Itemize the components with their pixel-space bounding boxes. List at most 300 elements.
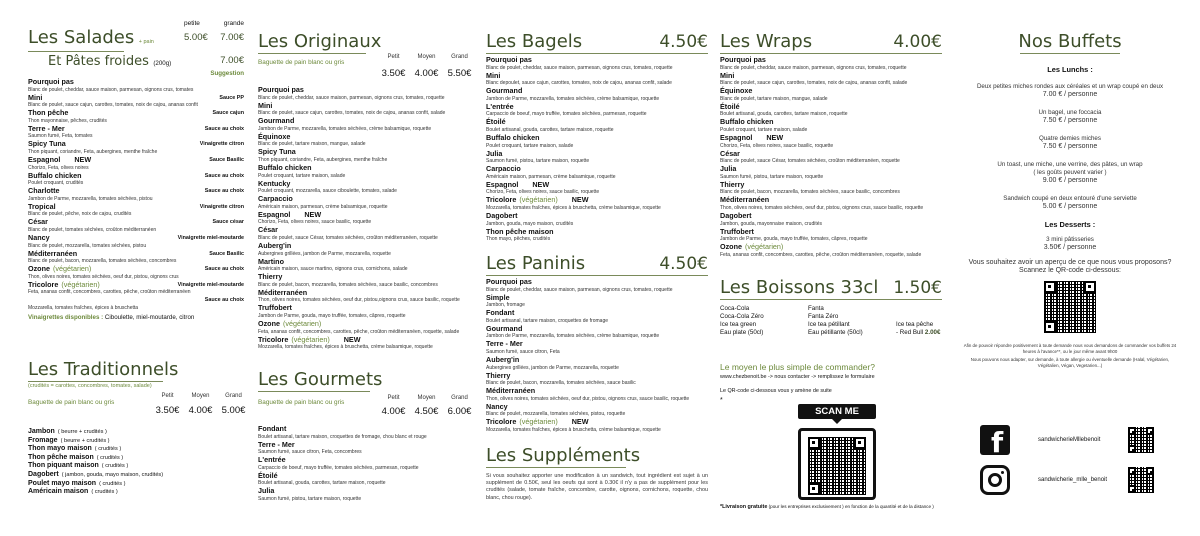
item-title: [258, 211, 321, 220]
bagels-title: Les Bagels: [486, 31, 583, 52]
trad-name: Fromage: [28, 436, 58, 444]
drink: Eau plate (50cl): [720, 329, 764, 336]
item-name: Buffalo chicken: [28, 170, 82, 180]
item-title: [486, 181, 549, 190]
trad-extra: ( crudités ): [94, 446, 122, 453]
trad-price-grand: 5.00€: [221, 405, 246, 416]
item-name: Spicy Tuna: [258, 147, 296, 157]
item-name: Tropical: [28, 201, 56, 211]
item-desc: Blanc de poulet, sauce César, tomates séchées, croûton méditerranéen, roquette: [258, 234, 438, 241]
trad-item: [28, 480, 250, 489]
item-name: Spicy Tuna: [28, 139, 66, 149]
item-name: Tricolore: [486, 417, 517, 427]
item-desc: Blanc de poulet, bacon, mozzarella, tomates séchées, concombres: [28, 258, 177, 265]
menu-item: [258, 336, 476, 351]
drink: Ice tea green: [720, 321, 757, 328]
item-name: Équinoxe: [258, 131, 291, 141]
trad-extra: ( crudités ): [96, 454, 124, 461]
item-name-row: [486, 56, 708, 65]
lunch-text: Quatre demies miches: [1039, 135, 1101, 142]
item-name: César: [720, 148, 740, 158]
item-desc: Feta, ananas confit, concombres, carottes, pêche, croûton méditerranéen, roquette, salade: [258, 328, 460, 335]
item-desc: Jambon, gouda, mayonnaise maison, crudités: [720, 220, 823, 227]
scan-me-block[interactable]: [798, 404, 876, 500]
item-desc: Saumon fumé, pistou, tartare maison, roquette: [258, 495, 362, 502]
price-grande: 7.00€: [220, 32, 244, 43]
item-desc: Blanc de poulet, sauce cajun, carottes, tomates, noix de cajou, ananas confit, salade: [720, 80, 908, 87]
instagram-icon[interactable]: [980, 465, 1010, 495]
menu-item: [258, 456, 476, 471]
item-name: Fondant: [486, 308, 515, 318]
item-sauce: Sauce au choix: [204, 172, 244, 179]
item-name: Méditerranéen: [720, 195, 770, 205]
item-name: Martino: [258, 256, 284, 266]
item-desc: Chorizo, Feta, olives noires, sauce basilic, roquette: [720, 142, 834, 149]
facebook-handle[interactable]: sandwicherieMllebenoit: [1038, 437, 1101, 443]
pates-subtitle: Et Pâtes froides: [48, 54, 149, 69]
facebook-icon[interactable]: f: [980, 425, 1010, 455]
item-name: Simple: [486, 292, 510, 302]
item-title: [486, 56, 532, 65]
item-title: [486, 403, 508, 412]
boissons-col2: [808, 305, 896, 337]
item-name-row: [720, 103, 942, 112]
menu-item: [28, 172, 244, 187]
menu-item: [486, 309, 708, 324]
instagram-handle[interactable]: sandwicherie_mlle_benoit: [1038, 477, 1108, 483]
item-desc: Saumon fumé, pistou, tartare maison, roquette: [720, 173, 824, 180]
menu-item: [720, 103, 942, 118]
lunch-price: 9.00 € / personne: [1042, 177, 1098, 184]
facebook-qr-code[interactable]: [1128, 427, 1154, 453]
item-name-row: [258, 441, 476, 450]
new-badge: NEW: [343, 334, 361, 344]
item-title: [720, 165, 736, 174]
trad-price-moyen: 4.00€: [188, 405, 213, 416]
menu-item: [486, 325, 708, 340]
item-title: [486, 212, 518, 221]
item-desc: Blanc de poulet, cheddar, sauce maison, parmesan, oignons crus, tomates: [28, 86, 194, 93]
item-title: [258, 320, 321, 329]
drink: Coca-Cola Zéro: [720, 313, 764, 320]
item-name: Kentucky: [258, 178, 291, 188]
col-bagels: [486, 0, 708, 536]
menu-item: [720, 150, 942, 165]
item-name-row: [258, 487, 476, 496]
trad-extra: ( crudités ): [91, 489, 118, 496]
item-desc: Américain maison, parmesan, crème balsamique, roquette: [486, 173, 616, 180]
lunch-option: [952, 135, 1188, 151]
menu-item: [486, 72, 708, 87]
item-title: [486, 372, 510, 381]
trad-item: [28, 437, 250, 446]
item-desc: Mozzarella, tomates fraîches, épices à bruschetta: [28, 304, 139, 311]
col-salades: [28, 0, 244, 536]
item-name: Buffalo chicken: [258, 162, 312, 172]
item-title: [720, 243, 783, 252]
item-sauce: Vinaigrette citron: [199, 141, 244, 148]
item-title: [720, 103, 740, 112]
new-badge: NEW: [532, 179, 550, 189]
item-desc: Blanc depoulet, sauce cajun, carottes, tomates, noix de cajou, ananas confit, salade: [486, 80, 672, 87]
item-name-row: [720, 134, 942, 143]
item-desc: Saumon fumé, Feta, tomates: [28, 133, 93, 140]
item-title: [258, 86, 304, 95]
item-veg-tag: (végétarien): [61, 279, 100, 289]
gourmets-list: [258, 425, 476, 502]
price-petite: 5.00€: [184, 32, 208, 43]
item-title: [486, 165, 521, 174]
menu-item: [486, 103, 708, 118]
menu-item: [28, 281, 244, 296]
lunch-option: [952, 161, 1188, 185]
item-title: [720, 228, 754, 237]
item-name-row: [486, 278, 708, 287]
gour-size-petit: Petit: [387, 395, 400, 401]
wraps-title: Les Wraps: [720, 31, 813, 52]
lunch-price: 7.50 € / personne: [1042, 143, 1098, 150]
menu-item: [28, 250, 244, 265]
item-title: [28, 172, 82, 181]
item-name-row: [720, 150, 942, 159]
drink: Fanta Zéro: [808, 313, 839, 320]
item-name-row: [720, 87, 942, 96]
item-title: [258, 487, 274, 496]
item-name: Terre - Mer: [28, 123, 65, 133]
item-title: [258, 336, 361, 345]
menu-item: [258, 487, 476, 502]
menu-item: [258, 441, 476, 456]
item-name: Espagnol: [258, 209, 291, 219]
new-badge: NEW: [571, 195, 589, 205]
item-title: [258, 102, 272, 111]
drink-ice-tea-peche: Ice tea pêche: [896, 321, 934, 328]
item-title: [486, 150, 502, 159]
item-name-row: [28, 109, 244, 118]
item-sauce: Sauce au choix: [204, 188, 244, 195]
livraison-label: *Livraison gratuite: [720, 504, 768, 510]
item-title: [486, 103, 514, 112]
item-name-row: [720, 212, 942, 221]
item-title: [28, 250, 77, 259]
item-title: [258, 456, 286, 465]
item-name-row: [28, 296, 244, 305]
menu-item: [486, 372, 708, 387]
item-name-row: [486, 103, 708, 112]
item-desc: Boulet artisanal, gouda, carottes, tartare maison, roquette: [486, 126, 614, 133]
item-name: Étoilé: [486, 117, 506, 127]
gourmets-bread: Baguette de pain blanc ou gris: [258, 399, 345, 406]
item-name: Auberg'in: [258, 240, 292, 250]
item-veg-tag: (végétarien): [291, 334, 330, 344]
item-name-row: [28, 78, 244, 87]
commande-title: Le moyen le plus simple de commander?: [720, 362, 875, 372]
size-grande: grande: [223, 20, 244, 27]
item-title: [486, 418, 589, 427]
item-desc: Poulet croquant, crudités: [28, 180, 84, 187]
item-title: [486, 356, 519, 365]
item-name-row: [258, 133, 476, 142]
item-desc: Chorizo, Feta, olives noires, sauce basilic, roquette: [486, 189, 600, 196]
item-title: [28, 218, 48, 227]
item-name-row: [486, 118, 708, 127]
item-title: [258, 273, 282, 282]
menu-item: [28, 265, 244, 280]
item-name-row: [258, 289, 476, 298]
item-name-row: [720, 72, 942, 81]
item-title: [486, 340, 523, 349]
menu-item: [258, 289, 476, 304]
menu-item: [720, 228, 942, 243]
item-name: Thon pêche maison: [486, 226, 554, 236]
item-name-row: [258, 86, 476, 95]
item-desc: Boulet artisanal, tartare maison, croquettes de fromage: [486, 317, 609, 324]
item-name: Thon pêche: [28, 108, 69, 118]
new-badge: NEW: [74, 154, 92, 164]
menu-item: [720, 212, 942, 227]
item-title: [486, 309, 514, 318]
item-name-row: [28, 94, 244, 103]
menu-item: [486, 418, 708, 433]
item-name-row: [486, 212, 708, 221]
item-name-row: [720, 228, 942, 237]
menu-item: [258, 273, 476, 288]
drink: Ice tea pétillant: [808, 321, 850, 328]
item-name-row: [28, 156, 244, 165]
trad-name: Dagobert: [28, 470, 59, 478]
item-desc: Blanc de poulet, sauce cajun, carottes, tomates, noix de cajou, ananas confit: [28, 102, 198, 109]
drink: Eau pétillante (50cl): [808, 329, 863, 336]
buffets-qr-code[interactable]: [1044, 281, 1096, 333]
scan-me-label: SCAN ME: [798, 404, 876, 419]
item-desc: Thon, olives noires, tomates séchées, oeuf dur, pistou, oignons crus, sauce basilic, roquette: [486, 395, 690, 402]
qr-text1: Vous souhaitez avoir un aperçu de ce que nous vous proposons?: [968, 259, 1172, 266]
item-desc: Thon mayo, pêches, crudités: [486, 236, 551, 243]
item-desc: Thon mayonnaise, pêches, crudités: [28, 117, 107, 124]
suggestion-label: Suggestion: [210, 70, 244, 77]
item-name-row: [258, 211, 476, 220]
trad-item: [28, 445, 250, 454]
item-name: Thierry: [486, 370, 511, 380]
drink-redbull: - Red Bull: [896, 329, 924, 336]
trad-name: Thon pêche maison: [28, 453, 94, 461]
originaux-title: Les Originaux: [258, 31, 382, 52]
orig-price-petit: 3.50€: [381, 68, 406, 79]
gour-price-grand: 6.00€: [447, 406, 472, 417]
menu-item: [720, 87, 942, 102]
menu-item: [28, 187, 244, 202]
item-name-row: [486, 387, 708, 396]
item-title: [28, 187, 60, 196]
boissons-title: Les Boissons 33cl: [720, 277, 879, 298]
item-name-row: [28, 250, 244, 259]
menu-item: [258, 195, 476, 210]
item-name: Buffalo chicken: [720, 117, 774, 127]
desserts-title: Les Desserts :: [1044, 220, 1096, 229]
item-desc: Poulet croquant, tartare maison, salade: [720, 126, 808, 133]
paninis-list: [486, 278, 708, 433]
commande-star: *: [720, 397, 723, 404]
menu-item: [720, 56, 942, 71]
item-name-row: [486, 340, 708, 349]
item-name-row: [486, 372, 708, 381]
item-name: Terre - Mer: [258, 439, 295, 449]
trad-name: Poulet mayo maison: [28, 479, 97, 487]
item-name: Thierry: [258, 272, 283, 282]
menu-item: [258, 117, 476, 132]
item-name: Carpaccio: [486, 164, 521, 174]
trad-price-petit: 3.50€: [155, 405, 180, 416]
item-name-row: [28, 281, 244, 290]
originaux-list: [258, 86, 476, 350]
item-name-row: [258, 180, 476, 189]
item-title: [258, 133, 290, 142]
item-title: [720, 56, 766, 65]
item-name: Charlotte: [28, 186, 60, 196]
menu-item: [486, 165, 708, 180]
menu-item: [486, 228, 708, 243]
desserts-text: 3 mini pâtisseries: [1046, 236, 1094, 243]
menu-item: [258, 102, 476, 117]
item-name: Méditerranéen: [28, 248, 78, 258]
item-title: [28, 109, 68, 118]
item-title: [486, 196, 589, 205]
trad-list: [28, 428, 250, 497]
item-name: Espagnol: [720, 132, 753, 142]
supplements-title: Les Suppléments: [486, 445, 641, 466]
menu-item: [486, 134, 708, 149]
item-title: [258, 148, 296, 157]
item-name-row: [28, 218, 244, 227]
item-sauce: Sauce cajun: [212, 110, 244, 117]
item-desc: Feta, ananas confit, concombres, carottes, pêche, croûton méditerranéen: [28, 289, 191, 296]
item-title: [720, 118, 774, 127]
menu-item: [258, 180, 476, 195]
menu-item: [486, 150, 708, 165]
item-name-row: [258, 425, 476, 434]
paninis-title: Les Paninis: [486, 253, 586, 274]
item-title: [720, 87, 752, 96]
boissons-price: 1.50€: [893, 278, 942, 298]
item-name-row: [486, 309, 708, 318]
trad-extra: ( beurre + crudités ): [60, 437, 110, 444]
lunch-option: [952, 83, 1188, 99]
menu-item: [486, 356, 708, 371]
item-name-row: [258, 117, 476, 126]
item-name-row: [720, 165, 942, 174]
salades-title: Les Salades: [28, 27, 135, 48]
qr-text2: Scannez le QR-code ci-dessous:: [1019, 267, 1121, 274]
item-desc: Chorizo, Feta, olives noires: [28, 164, 89, 171]
item-desc: Blanc de poulet, cheddar, sauce maison, parmesan, oignons crus, tomates, roquette: [258, 94, 445, 101]
item-name: Ozone: [720, 242, 742, 252]
item-desc: Jambon de Parme, gouda, mayo truffée, tomates, câpres, roquette: [720, 236, 868, 243]
lunchs-title: Les Lunchs :: [1047, 65, 1093, 74]
item-name-row: [28, 265, 244, 274]
menu-item: [258, 133, 476, 148]
item-sauce: Sauce Basilic: [209, 156, 244, 163]
item-name-row: [258, 258, 476, 267]
item-name-row: [258, 226, 476, 235]
menu-item: [486, 294, 708, 309]
new-badge: NEW: [571, 417, 589, 427]
item-name-row: [486, 134, 708, 143]
item-name-row: [28, 187, 244, 196]
item-title: [28, 156, 91, 165]
lunch-text: Un toast, une miche, une verrine, des pâtes, un wrap: [997, 161, 1143, 168]
item-name-row: [28, 234, 244, 243]
item-name: Méditerranéen: [486, 386, 536, 396]
item-name: Espagnol: [28, 154, 61, 164]
item-desc: Jambon de Parme, mozzarella, tomates séchées, crème balsamique, roquette: [486, 333, 660, 340]
item-name: Mini: [258, 100, 273, 110]
item-name: Étoilé: [258, 470, 278, 480]
item-sauce: Sauce PP: [219, 94, 244, 101]
trad-name: Américain maison: [28, 488, 89, 496]
menu-item: [28, 94, 244, 109]
gour-size-moyen: Moyen: [417, 395, 436, 401]
item-desc: Blanc de poulet, cheddar, sauce maison, parmesan, oignons crus, tomates, roquette: [486, 286, 673, 293]
menu-item: [258, 472, 476, 487]
item-title: [258, 472, 278, 481]
vinaigrettes-label: Vinaigrettes disponibles :: [28, 313, 104, 321]
orig-price-moyen: 4.00€: [414, 68, 439, 79]
col-buffets: [952, 0, 1188, 536]
item-name: Gourmand: [486, 86, 523, 96]
item-sauce: Sauce au choix: [204, 125, 244, 132]
lunch-option: [952, 109, 1188, 125]
trad-size-moyen: Moyen: [191, 393, 210, 399]
orig-bread: Baguette de pain blanc ou gris: [258, 59, 345, 66]
item-desc: Boulet artisanal, tartare maison, croquettes de fromage, chou blanc et rouge: [258, 433, 427, 440]
item-desc: Boulet artisanal, gouda, carottes, tartare maison, roquette: [720, 111, 848, 118]
item-desc: Jambon de Parme, mozzarella, tomates séchées, crème balsamique, roquette: [486, 95, 660, 102]
commande-line2: Le QR-code ci-dessous vous y amène de suite: [720, 388, 832, 394]
item-name-row: [486, 418, 708, 427]
item-sauce: Sauce au choix: [204, 266, 244, 273]
item-desc: Aubergines grillées, jambon de Parme, mozzarella, roquette: [258, 250, 391, 257]
instagram-qr-code[interactable]: [1128, 467, 1154, 493]
trad-name: Thon mayo maison: [28, 445, 92, 453]
item-sauce: Sauce Basilic: [209, 250, 244, 257]
item-name: Fondant: [258, 424, 287, 433]
item-name: Pourquoi pas: [486, 55, 532, 64]
trad-size-petit: Petit: [161, 393, 174, 399]
item-name: Pourquoi pas: [28, 77, 74, 86]
trad-name: Thon piquant maison: [28, 462, 99, 470]
item-name: Ozone: [28, 264, 50, 274]
item-desc: Aubergines grillées, jambon de Parme, mozzarella, roquette: [486, 364, 619, 371]
item-title: [486, 228, 554, 237]
item-name-row: [486, 294, 708, 303]
lunch-text: Deux petites miches rondes aux céréales et un wrap coupé en deux: [976, 83, 1164, 90]
salades-list: [28, 78, 244, 311]
item-desc: Blanc de poulet, pêche, noix de cajou, crudités: [28, 211, 132, 218]
trad-note: (crudités = carottes, concombres, tomates, salade): [28, 383, 152, 389]
item-name: Méditerranéen: [258, 287, 308, 297]
item-title: [258, 180, 290, 189]
commande-qr-code[interactable]: [808, 437, 866, 495]
trad-item: [28, 471, 250, 480]
item-veg-tag: (végétarien): [52, 264, 92, 274]
item-desc: Blanc de poulet, mozzarella, tomates séchées, pistou, roquette: [486, 411, 626, 418]
item-name: Nancy: [28, 232, 50, 242]
item-title: [258, 242, 291, 251]
menu-item: [258, 258, 476, 273]
livraison-note: (pour les entreprises exclusivement ) en fonction de la quantité et de la distance ): [768, 504, 934, 509]
item-desc: Carpaccio de boeuf, mayo truffée, tomates séchées, parmesan, roquette: [486, 111, 647, 118]
item-title: [28, 140, 66, 149]
